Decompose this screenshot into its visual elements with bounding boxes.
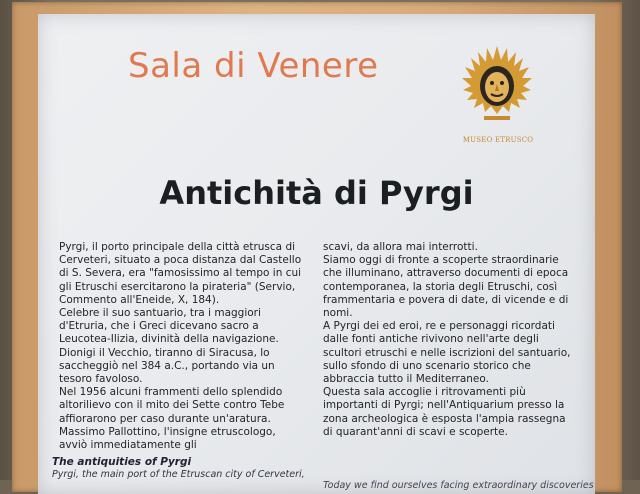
italian-text-left-column <box>59 241 303 452</box>
italian-text-right-column <box>323 241 573 439</box>
museum-sign-panel <box>38 14 595 494</box>
paragraph: Celebre il suo santuario, tra i maggiori d'Etruria, che i Greci dicevano sacro a Leucotea-Ilizia, divinità della navigazione. Dionigi il Vecchio, tiranno di Siracusa, lo saccheggiò nel 384 a.C., portando via un tesoro favoloso. <box>59 307 279 386</box>
logo-text: MUSEO ETRUSCO <box>462 136 534 144</box>
hall-title: Sala di Venere <box>128 46 379 86</box>
museum-logo <box>451 40 543 152</box>
paragraph: Pyrgi, il porto principale della città etrusca di Cerveteri, situato a poca distanza dal Castello di S. Severa, era "famosissimo al tempo in cui gli Etruschi esercitarono la pirateria" (Servio, Commento all'Eneide, X, 184). <box>59 241 302 306</box>
paragraph: scavi, da allora mai interrotti. <box>323 241 478 253</box>
paragraph: Nel 1956 alcuni frammenti dello splendido altorilievo con il mito dei Sette contro Tebe affiorarono per caso durante un'aratura. Massimo Pallottino, l'insigne etruscologo, avviò immediatamente gli <box>59 386 285 452</box>
english-section-title: The antiquities of Pyrgi <box>52 456 192 468</box>
etruscan-head-logo-icon <box>451 40 543 136</box>
paragraph: Siamo oggi di fronte a scoperte straordinarie che illuminano, attraverso documenti di epoca contemporanea, la storia degli Etruschi, così frammentaria e povera di date, di vicende e di nomi. <box>323 254 569 320</box>
english-text-start: Pyrgi, the main port of the Etruscan city of Cerveteri, <box>52 469 305 480</box>
paragraph: A Pyrgi dei ed eroi, re e personaggi ricordati dalle fonti antiche rivivono nell'arte degli scultori etruschi e nelle iscrizioni del santuario, sullo sfondo di uno scenario storico che abbraccia tutto il Mediterraneo. <box>323 320 571 386</box>
english-text-right: Today we find ourselves facing extraordinary discoveries <box>323 480 594 491</box>
paragraph: Questa sala accoglie i ritrovamenti più importanti di Pyrgi; nell'Antiquarium presso la zona archeologica è esposta l'ampia rassegna di quarant'anni di scavi e scoperte. <box>323 386 566 438</box>
main-title: Antichità di Pyrgi <box>159 174 474 212</box>
